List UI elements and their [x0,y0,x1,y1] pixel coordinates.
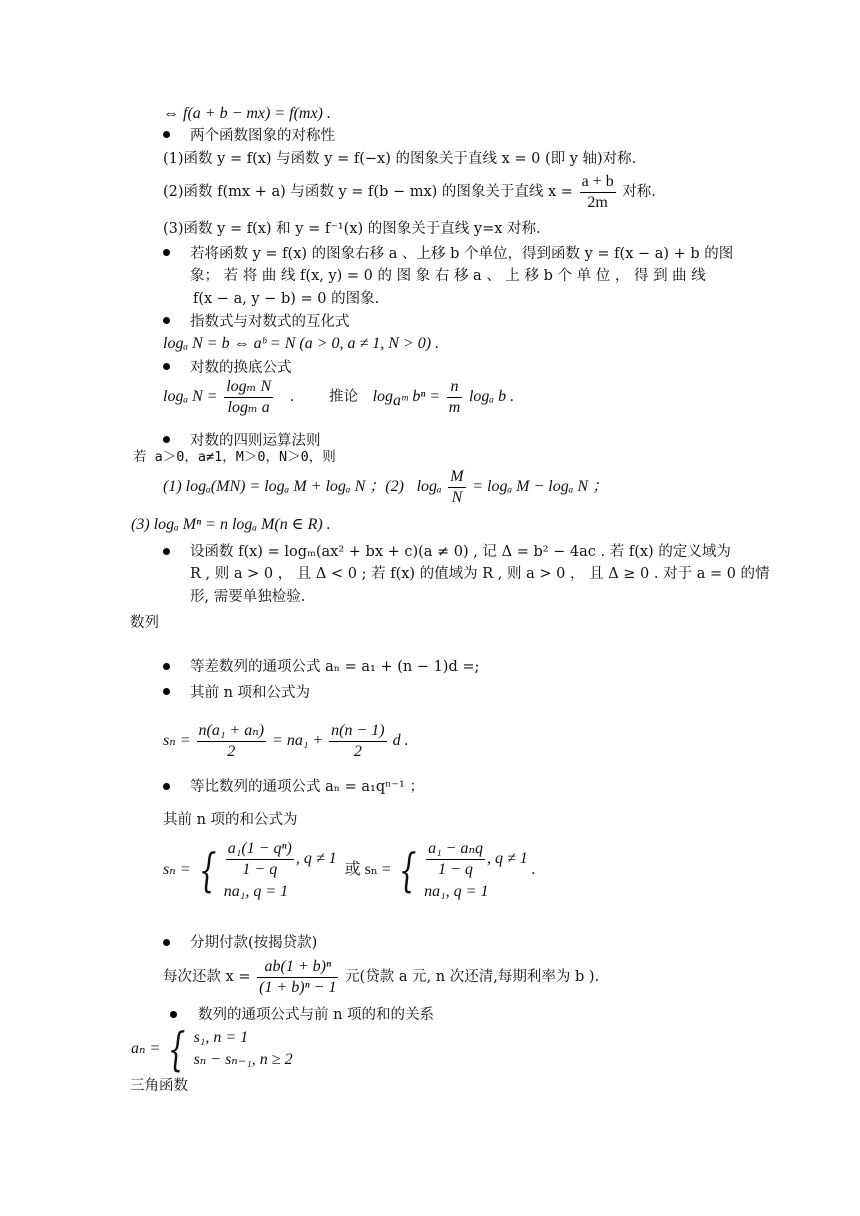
text-line: 其前 n 项的和公式为 [163,812,298,828]
denominator: m [448,398,461,416]
equation-line [163,955,599,999]
text-line [163,172,656,212]
text-fragment: sₙ = [163,732,191,749]
fraction [197,722,267,761]
text-fragment: sₙ = [163,861,191,878]
text-line: 若 a＞0，a≠1，M＞0，N＞0，则 [133,449,336,465]
bullet-icon [163,436,170,443]
text-line: (1)函数 y = f(x) 与函数 y = f(−x) 的图象关于直线 x = 0 (即 y 轴)对称. [163,151,637,167]
text-fragment: 推论 [328,389,358,405]
denominator: 1 − q [242,861,278,879]
left-brace-icon: { [168,1022,186,1077]
bullet-icon [163,131,170,138]
text-line: 形, 需要单独检验. [190,589,306,605]
text-line: 若将函数 y = f(x) 的图象右移 a 、上移 b 个单位，得到函数 y = f(x − a) + b 的图 [190,246,734,262]
text-line: R , 则 a > 0 ， 且 Δ < 0 ; 若 f(x) 的值域为 R , 则 a > 0 ， 且 Δ ≥ 0 . 对于 a = 0 的情 [190,566,770,582]
fraction [226,840,294,879]
fraction [447,378,463,417]
text-fragment: aₙ = [131,1040,161,1057]
text-fragment: logₐ N = [163,388,218,405]
fraction [224,378,273,417]
section-heading: 对数的四则运算法则 [190,433,321,449]
text-fragment: (1) logₐ(MN) = logₐ M + logₐ N ；(2) [163,478,404,495]
text-fragment: , q ≠ 1 [295,850,337,868]
bullet-icon [163,548,170,555]
fraction [448,468,465,507]
text-fragment: , q ≠ 1 [486,850,528,868]
text-fragment: 每次还款 x = [163,969,251,985]
text-line: 设函数 f(x) = logₘ(ax² + bx + c)(a ≠ 0) , 记 Δ = b² − 4ac . 若 f(x) 的定义域为 [190,544,731,560]
text-fragment: d . [392,732,409,749]
text-fragment: 或 sₙ = [344,861,391,878]
cases [224,837,337,903]
subscript: aᵐ [393,391,408,409]
text-fragment: log [372,388,394,405]
case-row: sₙ − sₙ₋₁, n ≥ 2 [193,1051,293,1069]
equation-line [163,467,608,507]
section-title: 数列 [130,615,159,631]
bullet-icon [163,663,170,670]
numerator: a₁ − aₙq [426,840,485,860]
numerator: n [447,378,463,398]
text-line: 象； 若 将 曲 线 f(x, y) = 0 的 图 象 右 移 a 、 上 移 b 个 单 位 ， 得 到 曲 线 [190,268,706,284]
section-heading: 指数式与对数式的互化式 [190,314,350,330]
equation-line: ⇔ f(a + b − mx) = f(mx) . [163,105,331,122]
text-line: (3)函数 y = f(x) 和 y = f⁻¹(x) 的图象关于直线 y=x 对称. [163,221,541,237]
numerator: logₘ N [224,378,273,398]
case-row: na₁, q = 1 [223,883,289,901]
section-heading: 对数的换底公式 [190,360,292,376]
case-row: s₁, n = 1 [193,1029,249,1047]
text-fragment: 对称. [622,184,656,200]
left-brace-icon: { [198,843,216,898]
section-title: 三角函数 [130,1078,188,1094]
text-fragment: logₐ [416,478,442,495]
text-fragment: = na₁ + [272,732,324,749]
equation-line [163,377,514,421]
denominator: logₘ a [227,398,270,416]
text-line: 其前 n 项和公式为 [190,685,311,701]
denominator: 1 − q [438,861,473,879]
bullet-icon [163,688,170,695]
section-heading: 数列的通项公式与前 n 项的和的关系 [198,1007,435,1023]
text-line: 等差数列的通项公式 aₙ = a₁ + (n − 1)d =; [190,659,480,675]
numerator: a + b [580,173,616,193]
text-line: f(x − a, y − b) = 0 的图象. [193,291,380,307]
bullet-icon [163,249,170,256]
left-brace-icon: { [398,843,417,898]
cases [194,1027,293,1071]
denominator: N [451,488,463,506]
equation-line [131,1022,293,1077]
fraction [257,958,338,997]
text-fragment: = logₐ M − logₐ N ； [472,478,609,495]
bullet-icon [163,363,170,370]
equation-line: logₐ N = b ⇔ aᵇ = N (a > 0, a ≠ 1, N > 0) . [163,335,440,352]
fraction [329,722,386,761]
cases [424,837,528,903]
text-fragment: bⁿ = [412,388,441,405]
fraction [426,840,485,879]
denominator: 2 [227,742,236,760]
bullet-icon [163,317,170,324]
numerator: M [448,468,465,488]
bullet-icon [163,939,170,946]
bullet-icon [170,1011,177,1018]
numerator: n(a₁ + aₙ) [197,722,267,742]
text-fragment: . [289,389,295,405]
denominator: (1 + b)ⁿ − 1 [259,978,337,996]
denominator: 2m [587,193,608,211]
section-heading: 分期付款(按揭贷款) [190,935,318,951]
case-row: na₁, q = 1 [424,883,489,901]
numerator: n(n − 1) [329,722,386,742]
text-fragment: (2)函数 f(mx + a) 与函数 y = f(b − mx) 的图象关于直线 x = [163,184,573,200]
equation-line [163,830,536,910]
equation-line [163,719,409,763]
equation-line: (3) logₐ Mⁿ = n logₐ M(n ∈ R) . [131,516,331,533]
text-fragment: . [531,861,536,878]
fraction [580,173,616,212]
numerator: ab(1 + b)ⁿ [257,958,338,978]
text-fragment: 元(贷款 a 元, n 次还清,每期利率为 b ). [345,969,600,985]
section-heading: 两个函数图象的对称性 [190,128,335,144]
denominator: 2 [353,742,362,760]
bullet-icon [163,783,170,790]
numerator: a₁(1 − qⁿ) [226,840,294,860]
text-line: 等比数列的通项公式 aₙ = a₁qⁿ⁻¹ ； [190,779,424,795]
text-fragment: logₐ b . [468,388,515,405]
